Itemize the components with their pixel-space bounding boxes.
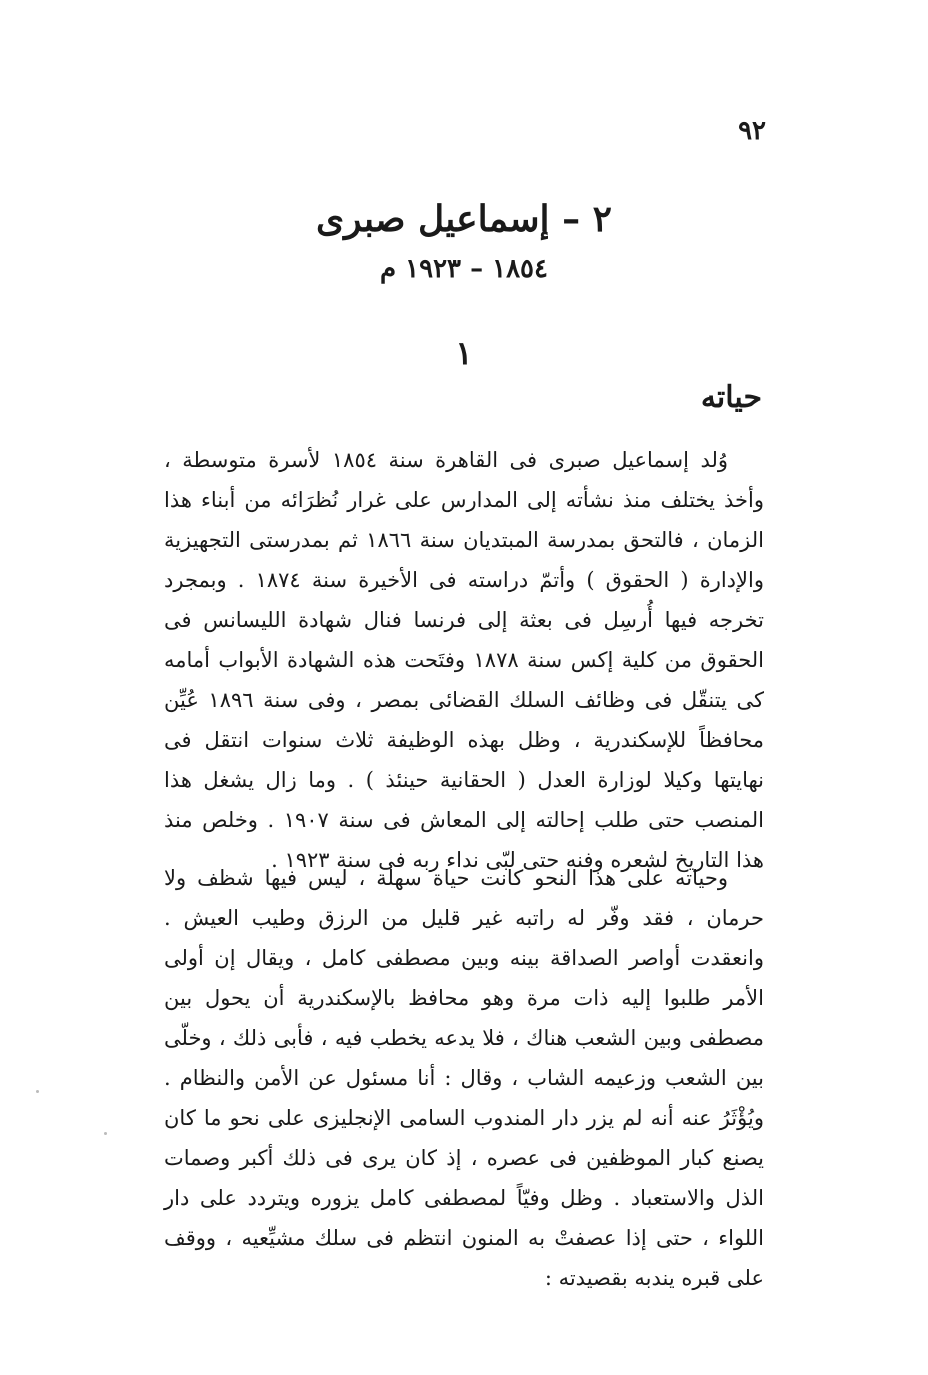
paragraph-1: وُلد إسماعيل صبرى فى القاهرة سنة ١٨٥٤ لأسرة متوسطة ، وأخذ يختلف منذ نشأته إلى المدارس على غرار نُظرَائه من أبناء هذا الزمان ، فالتحق بمدرسة المبتديان سنة ١٨٦٦ ثم بمدرستى التجهيزية والإدارة ( الحقوق ) وأتمّ دراسته فى الأخيرة سنة ١٨٧٤ . وبمجرد تخرجه فيها أُرسِل فى بعثة إلى فرنسا فنال شهادة الليسانس فى الحقوق من كلية إكس سنة ١٨٧٨ وفتَحت هذه الشهادة الأبواب أمامه كى يتنقّل فى وظائف السلك القضائى بمصر ، وفى سنة ١٨٩٦ عُيِّن محافظاً للإسكندرية ، وظل بهذه الوظيفة ثلاث سنوات انتقل فى نهايتها وكيلا لوزارة العدل ( الحقانية حينئذ ) . وما زال يشغل هذا المنصب حتى طلب إحالته إلى المعاش فى سنة ١٩٠٧ . وخلص منذ هذا التاريخ لشعره وفنه حتى لبّى نداء ربه فى سنة ١٩٢٣ .	[164, 448, 764, 872]
chapter-title: ٢ – إسماعيل صبرى	[316, 198, 612, 240]
scan-speck	[104, 1132, 107, 1135]
section-heading: حياته	[700, 380, 762, 415]
chapter-years: ١٨٥٤ – ١٩٢٣ م	[380, 254, 548, 284]
scan-speck	[36, 1090, 39, 1093]
section-number: ١	[455, 334, 473, 372]
paragraph-2: وحياته على هذا النحو كانت حياة سهلة ، ليس فيها شظف ولا حرمان ، فقد وفّر له راتبه غير قليل من الرزق وطيب العيش . وانعقدت أواصر الصداقة بينه وبين مصطفى كامل ، ويقال إن أولى الأمر طلبوا إليه ذات مرة وهو محافظ بالإسكندرية أن يحول بين مصطفى وبين الشعب هناك ، فلا يدعه يخطب فيه ، فأبى ذلك ، وخلّى بين الشعب وزعيمه الشاب ، وقال : أنا مسئول عن الأمن والنظام . ويُؤْثَرُ عنه أنه لم يزر دار المندوب السامى الإنجليزى على نحو ما كان يصنع كبار الموظفين فى عصره ، إذ كان يرى فى ذلك أكبر وصمات الذل والاستعباد . وظل وفيّاً لمصطفى كامل يزوره ويتردد على دار اللواء ، حتى إذا عصفتْ به المنون انتظم فى سلك مشيِّعيه ، ووقف على قبره يندبه بقصيدته :	[164, 866, 764, 1290]
page-number: ٩٢	[738, 116, 766, 146]
